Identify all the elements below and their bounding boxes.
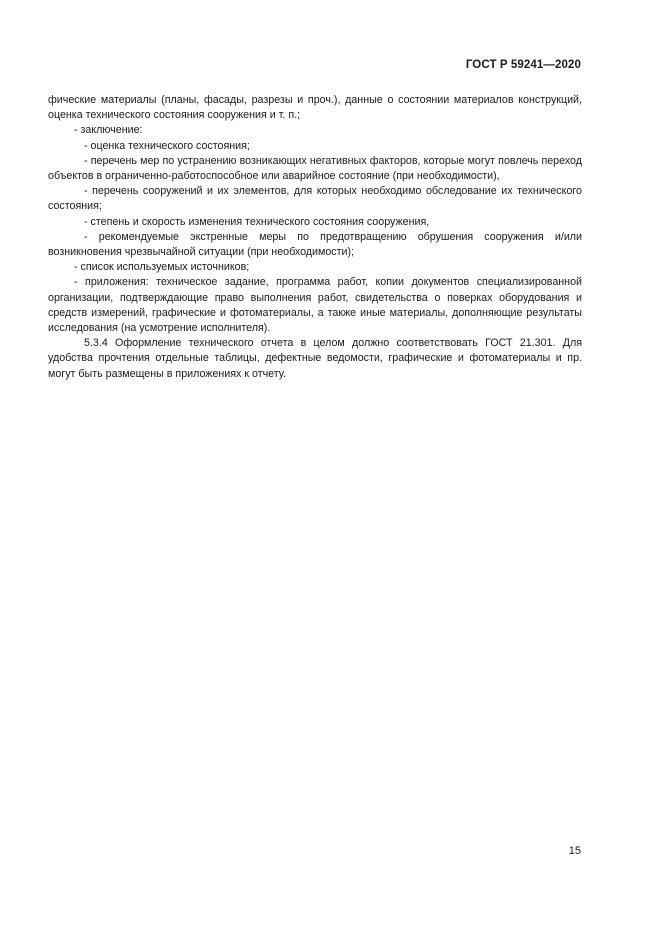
sub-list-item: - рекомендуемые экстренные меры по предотвращению обрушения сооружения и/или возникновения чрезвычайной ситуации (при необходимости);: [48, 230, 582, 259]
sub-list-item: - оценка технического состояния;: [84, 139, 250, 152]
list-item-appendices: - приложения: техническое задание, программа работ, копии документов специализированной организации, подтверждающие право выполнения работ, свидетельства о поверках оборудования и средств измерений, графические и фотоматериалы, а также иные материалы, дополняющие результаты исследования (на усмотрение исполнителя).: [48, 276, 582, 335]
paragraph-continuation: фические материалы (планы, фасады, разрезы и проч.), данные о состоянии материалов конструкций, оценка технического состояния сооружения и т. п.;: [48, 94, 582, 122]
sub-list-item: - степень и скорость изменения технического состояния сооружения,: [84, 215, 430, 228]
body-text: [48, 93, 582, 382]
page-number: 15: [568, 845, 581, 857]
list-item-sources: - список используемых источников;: [74, 261, 250, 274]
sub-list-item: - перечень сооружений и их элементов, для которых необходимо обследование их технического состояния;: [48, 185, 582, 213]
sub-list-item: - перечень мер по устранению возникающих негативных факторов, которые могут повлечь переход объектов в ограниченно-работоспособное или аварийное состояние (при необходимости),: [48, 154, 582, 183]
clause-5-3-4: 5.3.4 Оформление технического отчета в целом должно соответствовать ГОСТ 21.301. Для удобства прочтения отдельные таблицы, дефектные ведомости, графические и фотоматериалы и пр. могут быть размещены в приложениях к отчету.: [48, 337, 582, 380]
document-code: ГОСТ Р 59241—2020: [465, 59, 581, 71]
list-item-conclusion: - заключение:: [74, 124, 143, 137]
